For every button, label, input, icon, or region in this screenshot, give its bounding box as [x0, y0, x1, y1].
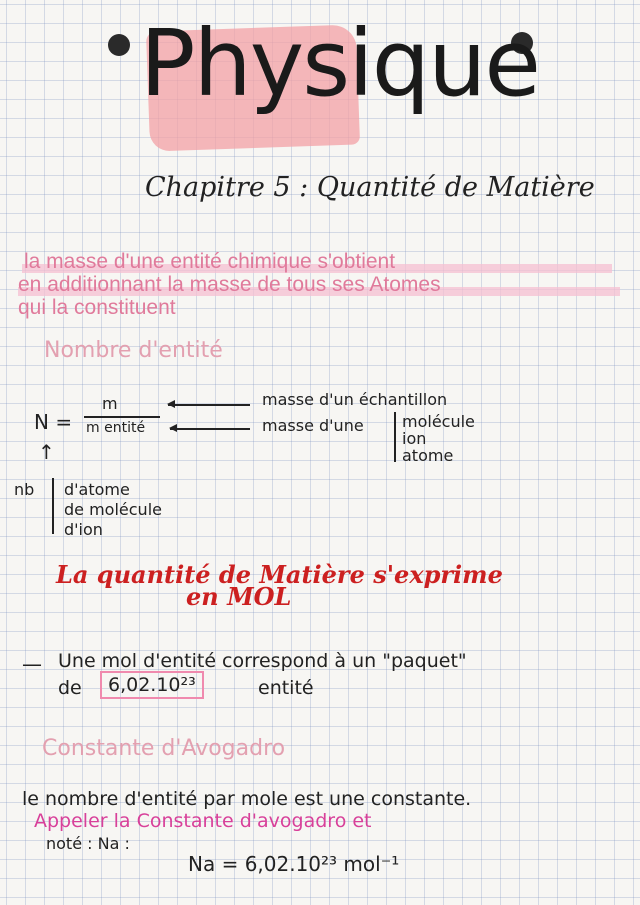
formula-numerator: m	[102, 394, 118, 413]
section-heading-avogadro: Constante d'Avogadro	[42, 736, 286, 761]
up-arrow: ↑	[38, 440, 55, 464]
nb-option-atome: d'atome	[64, 480, 130, 499]
formula-denominator: m entité	[86, 420, 146, 436]
page-title: Physique	[140, 10, 540, 117]
key-statement-line-2: en MOL	[186, 582, 292, 611]
entity-option-atome: atome	[402, 446, 454, 465]
nb-bracket	[52, 478, 54, 534]
entity-bracket	[394, 412, 396, 462]
avogadro-formula: Na = 6,02.10²³ mol⁻¹	[188, 852, 400, 876]
chapter-heading: Chapitre 5 : Quantité de Matière	[145, 172, 595, 203]
avogadro-number-box: 6,02.10²³	[100, 671, 204, 699]
mol-statement-prefix: de	[58, 677, 82, 699]
avogadro-line-1: le nombre d'entité par mole est une constante.	[22, 788, 472, 810]
nb-option-ion: d'ion	[64, 520, 103, 539]
avogadro-line-3: noté : Na :	[46, 834, 130, 853]
definition-line-2: en additionnant la masse de tous ses Atomes	[18, 273, 441, 296]
statement-dash: —	[22, 652, 42, 676]
entity-option-ion: ion	[402, 429, 427, 448]
punch-hole-left	[108, 34, 130, 56]
fraction-bar	[84, 416, 160, 418]
nb-option-molecule: de molécule	[64, 500, 162, 519]
arrow-to-numerator	[168, 404, 250, 406]
mol-statement-suffix: entité	[258, 677, 314, 699]
definition-line-3: qui la constituent	[18, 296, 176, 319]
label-sample-mass: masse d'un échantillon	[262, 390, 448, 409]
nb-label: nb	[14, 480, 35, 499]
formula-lhs: N =	[34, 410, 73, 434]
mol-statement-line-1: Une mol d'entité correspond à un "paquet"	[58, 650, 467, 672]
definition-line-1: la masse d'une entité chimique s'obtient	[24, 250, 396, 273]
arrow-to-denominator	[170, 428, 250, 430]
label-entity-mass: masse d'une	[262, 416, 364, 435]
avogadro-line-2: Appeler la Constante d'avogadro et	[34, 810, 372, 832]
entity-option-molecule: molécule	[402, 412, 475, 431]
key-statement-line-1: La quantité de Matière s'exprime	[56, 560, 503, 589]
section-heading-nombre: Nombre d'entité	[44, 338, 223, 363]
